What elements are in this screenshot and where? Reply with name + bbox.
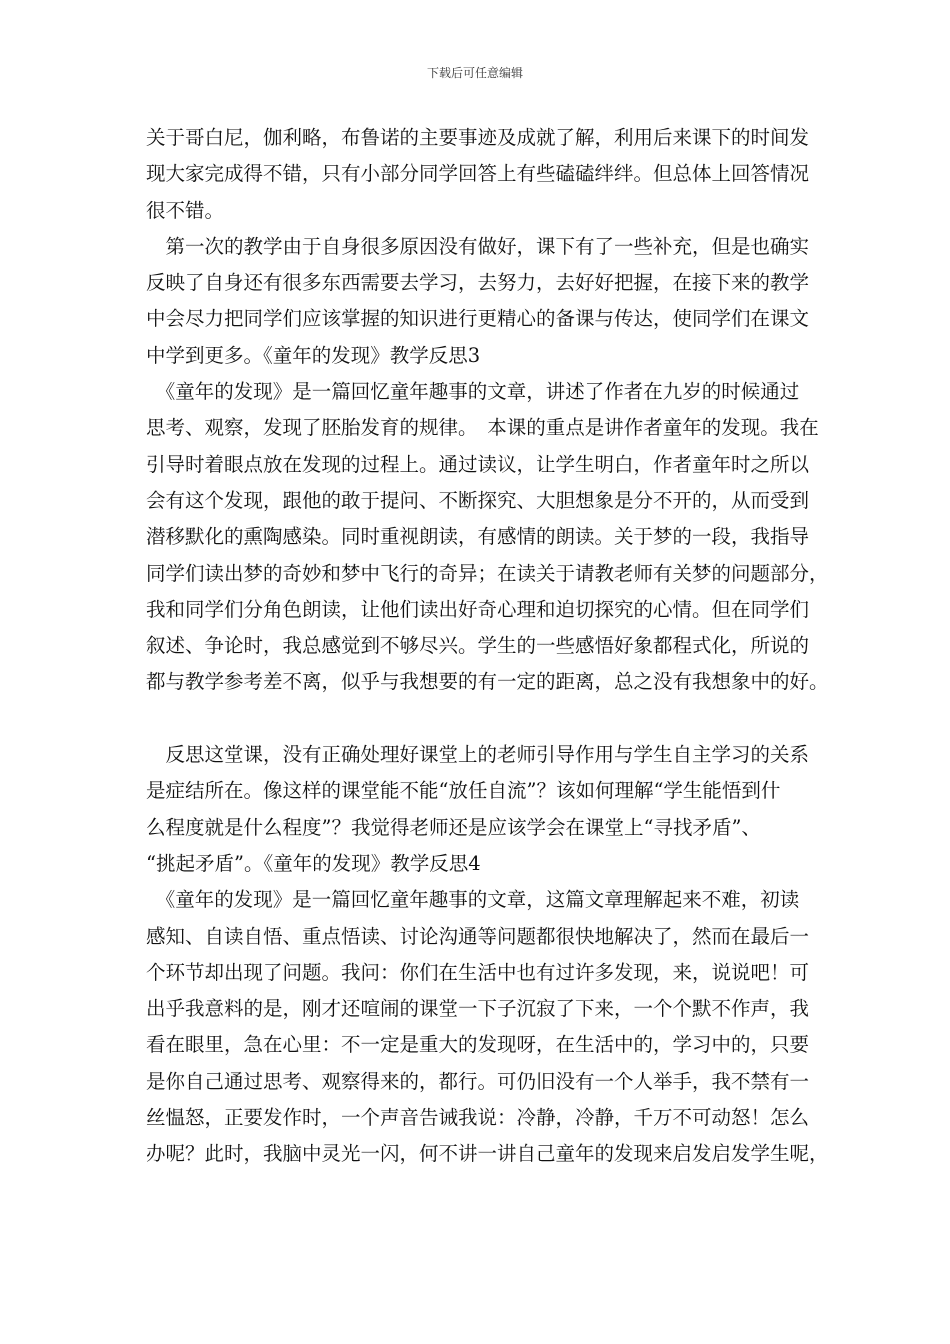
paragraph-gap [146,701,821,737]
text-line: 是你自己通过思考、观察得来的，都行。可仍旧没有一个人举手，我不禁有一 [146,1069,810,1093]
text-line: 看在眼里，急在心里：不一定是重大的发现呀，在生活中的，学习中的，只要 [146,1033,810,1057]
text-line: 丝愠怒，正要发作时，一个声音告诫我说：冷静，冷静，千万不可动怒！怎么 [146,1106,810,1130]
text-line: 么程度就是什么程度”？我觉得老师还是应该学会在课堂上“寻找矛盾”、 [146,815,761,839]
text-line: 思考、观察，发现了胚胎发育的规律。 本课的重点是讲作者童年的发现。我在 [146,416,819,440]
text-line: 都与教学参考差不离，似乎与我想要的有一定的距离，总之没有我想象中的好。 [146,670,829,694]
text-line: 叙述、争论时，我总感觉到不够尽兴。学生的一些感悟好象都程式化，所说的 [146,634,810,658]
text-line: 个环节却出现了问题。我问：你们在生活中也有过许多发现，来，说说吧！可 [146,960,810,984]
text-line: 很不错。 [146,198,225,222]
text-line: 《童年的发现》是一篇回忆童年趣事的文章，讲述了作者在九岁的时候通过 [146,380,800,404]
text-line: 反思这堂课，没有正确处理好课堂上的老师引导作用与学生自主学习的关系 [146,743,810,767]
text-line: 反映了自身还有很多东西需要去学习，去努力，去好好把握，在接下来的教学 [146,271,810,295]
text-line: 中会尽力把同学们应该掌握的知识进行更精心的备课与传达，使同学们在课文 [146,307,810,331]
text-line: 潜移默化的熏陶感染。同时重视朗读，有感情的朗读。关于梦的一段，我指导 [146,525,810,549]
text-line: 中学到更多。《童年的发现》教学反思3 [146,343,481,367]
text-line: 会有这个发现，跟他的敢于提问、不断探究、大胆想象是分不开的，从而受到 [146,488,810,512]
text-line: 同学们读出梦的奇妙和梦中飞行的奇异；在读关于请教老师有关梦的问题部分， [146,561,829,585]
text-line: 《童年的发现》是一篇回忆童年趣事的文章，这篇文章理解起来不难，初读 [146,888,800,912]
text-line: 第一次的教学由于自身很多原因没有做好，课下有了一些补充，但是也确实 [146,234,810,258]
text-line: 现大家完成得不错，只有小部分同学回答上有些磕磕绊绊。但总体上回答情况 [146,162,810,186]
text-line: 引导时着眼点放在发现的过程上。通过读议，让学生明白，作者童年时之所以 [146,452,810,476]
text-line: 感知、自读自悟、重点悟读、讨论沟通等问题都很快地解决了，然而在最后一 [146,924,810,948]
text-line: 我和同学们分角色朗读，让他们读出好奇心理和迫切探究的心情。但在同学们 [146,597,810,621]
text-line: 是症结所在。像这样的课堂能不能“放任自流”？该如何理解“学生能悟到什 [146,779,781,803]
document-body [146,120,829,1173]
text-line: 出乎我意料的是，刚才还喧闹的课堂一下子沉寂了下来，一个个默不作声，我 [146,997,810,1021]
text-line: “挑起矛盾”。《童年的发现》教学反思4 [146,851,481,875]
text-line: 办呢？此时，我脑中灵光一闪，何不讲一讲自己童年的发现来启发启发学生呢， [146,1142,829,1166]
page-header: 下载后可任意编辑 [426,66,523,80]
text-line: 关于哥白尼，伽利略，布鲁诺的主要事迹及成就了解，利用后来课下的时间发 [146,126,810,149]
